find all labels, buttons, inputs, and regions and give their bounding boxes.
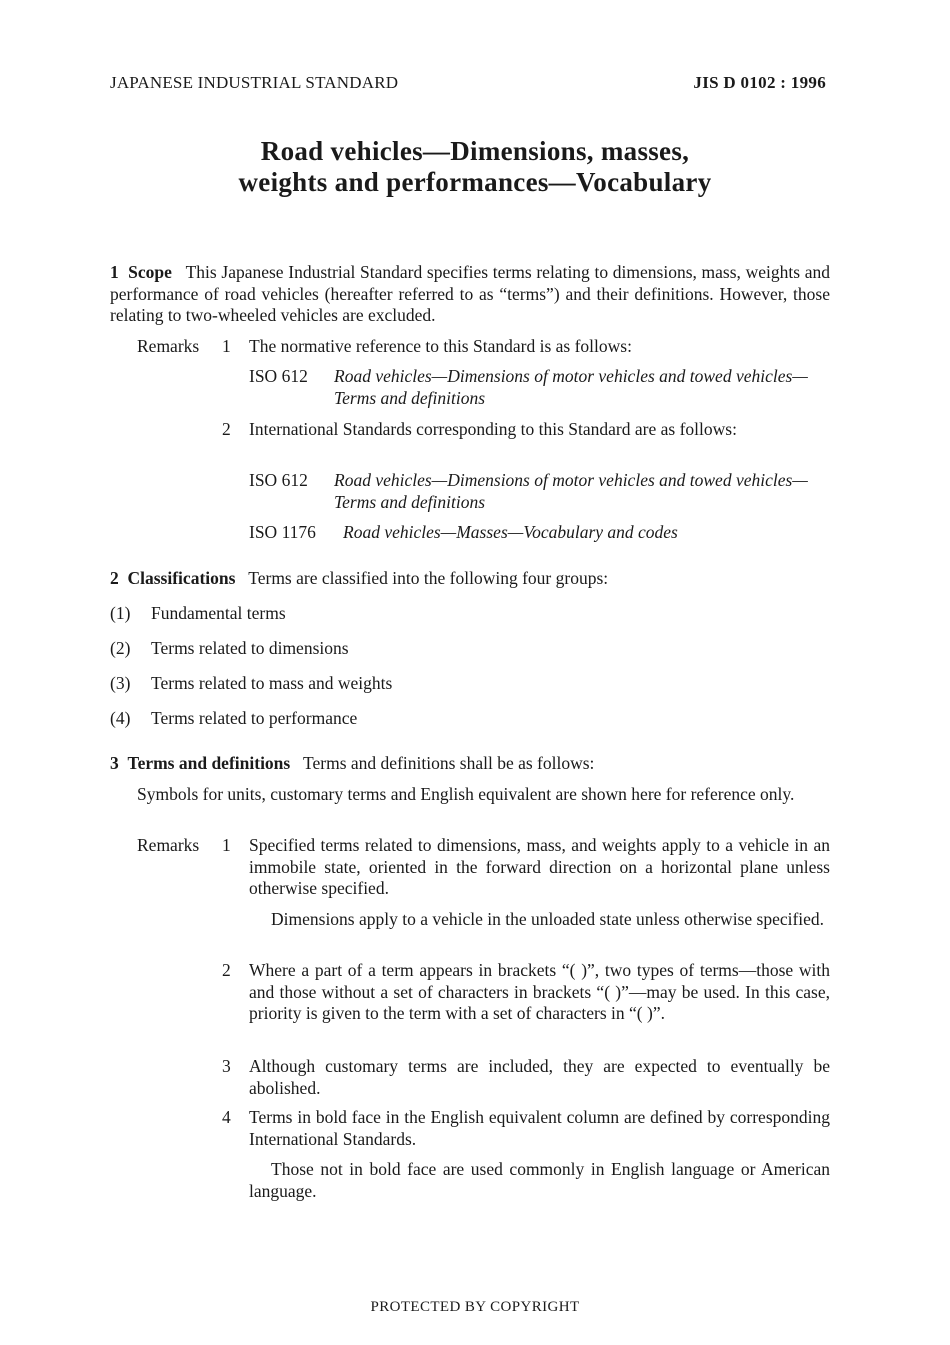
classification-item-label: Terms related to performance — [151, 708, 358, 728]
page-title — [0, 136, 950, 198]
section-3-heading: Terms and definitions — [127, 753, 291, 773]
classification-item-number: (3) — [110, 673, 131, 693]
terms-remark-4-text: Terms in bold face in the English equivalent column are defined by corresponding International Standards. — [249, 1107, 830, 1149]
scope-ref-1-code: ISO 612 — [249, 366, 308, 386]
classification-item-number: (4) — [110, 708, 131, 728]
scope-ref-3-title: Road vehicles—Masses—Vocabulary and codes — [343, 522, 678, 542]
classification-item-label: Terms related to dimensions — [151, 638, 349, 658]
terms-remark-2-number: 2 — [222, 960, 231, 980]
scope-ref-1-title: Road vehicles—Dimensions of motor vehicles and towed vehicles—Terms and definitions — [334, 366, 808, 408]
scope-remark-2-number: 2 — [222, 419, 231, 439]
classifications-paragraph — [110, 568, 830, 590]
copyright-notice: PROTECTED BY COPYRIGHT — [370, 1299, 580, 1315]
scope-paragraph — [110, 262, 830, 327]
scope-remark-1-text: The normative reference to this Standard is as follows: — [249, 336, 632, 356]
terms-remark-1-text: Specified terms related to dimensions, mass, and weights apply to a vehicle in an immobile state, oriented in the forward direction on a horizontal plane unless otherwise specified. — [249, 835, 830, 898]
section-1-number: 1 — [110, 262, 119, 282]
title-line-2: weights and performances—Vocabulary — [238, 167, 712, 197]
title-line-1: Road vehicles—Dimensions, masses, — [260, 136, 690, 166]
section-2-heading: Classifications — [127, 568, 236, 588]
scope-ref-2-code: ISO 612 — [249, 470, 308, 490]
terms-remarks-label: Remarks — [137, 835, 200, 855]
terms-remark-4-number: 4 — [222, 1107, 231, 1127]
scope-ref-2-title: Road vehicles—Dimensions of motor vehicles and towed vehicles—Terms and definitions — [334, 470, 808, 512]
section-3-text: Terms and definitions shall be as follows: — [303, 753, 595, 773]
classification-item-label: Fundamental terms — [151, 603, 286, 623]
terms-remark-2-text: Where a part of a term appears in brackets “( )”, two types of terms—those with and those without a set of characters in brackets “( )”—may be used. In this case, priority is given to the term with a set of characters in “( )”. — [249, 960, 830, 1023]
scope-remarks-label: Remarks — [137, 336, 200, 356]
classification-item-number: (1) — [110, 603, 131, 623]
symbols-paragraph: Symbols for units, customary terms and English equivalent are shown here for reference only. — [137, 784, 795, 804]
terms-remark-4-text-2: Those not in bold face are used commonly in English language or American language. — [249, 1159, 830, 1201]
scope-remark-2-text: International Standards corresponding to this Standard are as follows: — [249, 419, 737, 439]
classification-item-label: Terms related to mass and weights — [151, 673, 393, 693]
section-3-number: 3 — [110, 753, 119, 773]
section-1-text: This Japanese Industrial Standard specifies terms relating to dimensions, mass, weights and performance of road vehicles (hereafter referred to as “terms”) and their definitions. However, those relating to two-wheeled vehicles are excluded. — [110, 262, 830, 325]
standard-name: JAPANESE INDUSTRIAL STANDARD — [110, 73, 399, 92]
scope-remark-1-number: 1 — [222, 336, 231, 356]
terms-remark-3-number: 3 — [222, 1056, 231, 1076]
section-2-text: Terms are classified into the following four groups: — [248, 568, 609, 588]
section-2-number: 2 — [110, 568, 119, 588]
scope-ref-3-code: ISO 1176 — [249, 522, 316, 542]
terms-remark-1-text-2: Dimensions apply to a vehicle in the unloaded state unless otherwise specified. — [271, 909, 825, 929]
standard-number: JIS D 0102 : 1996 — [693, 73, 826, 92]
terms-remark-3-text: Although customary terms are included, they are expected to eventually be abolished. — [249, 1056, 830, 1098]
terms-paragraph — [110, 753, 830, 775]
classification-item-number: (2) — [110, 638, 131, 658]
terms-remark-1-number: 1 — [222, 835, 231, 855]
section-1-heading: Scope — [128, 262, 172, 282]
